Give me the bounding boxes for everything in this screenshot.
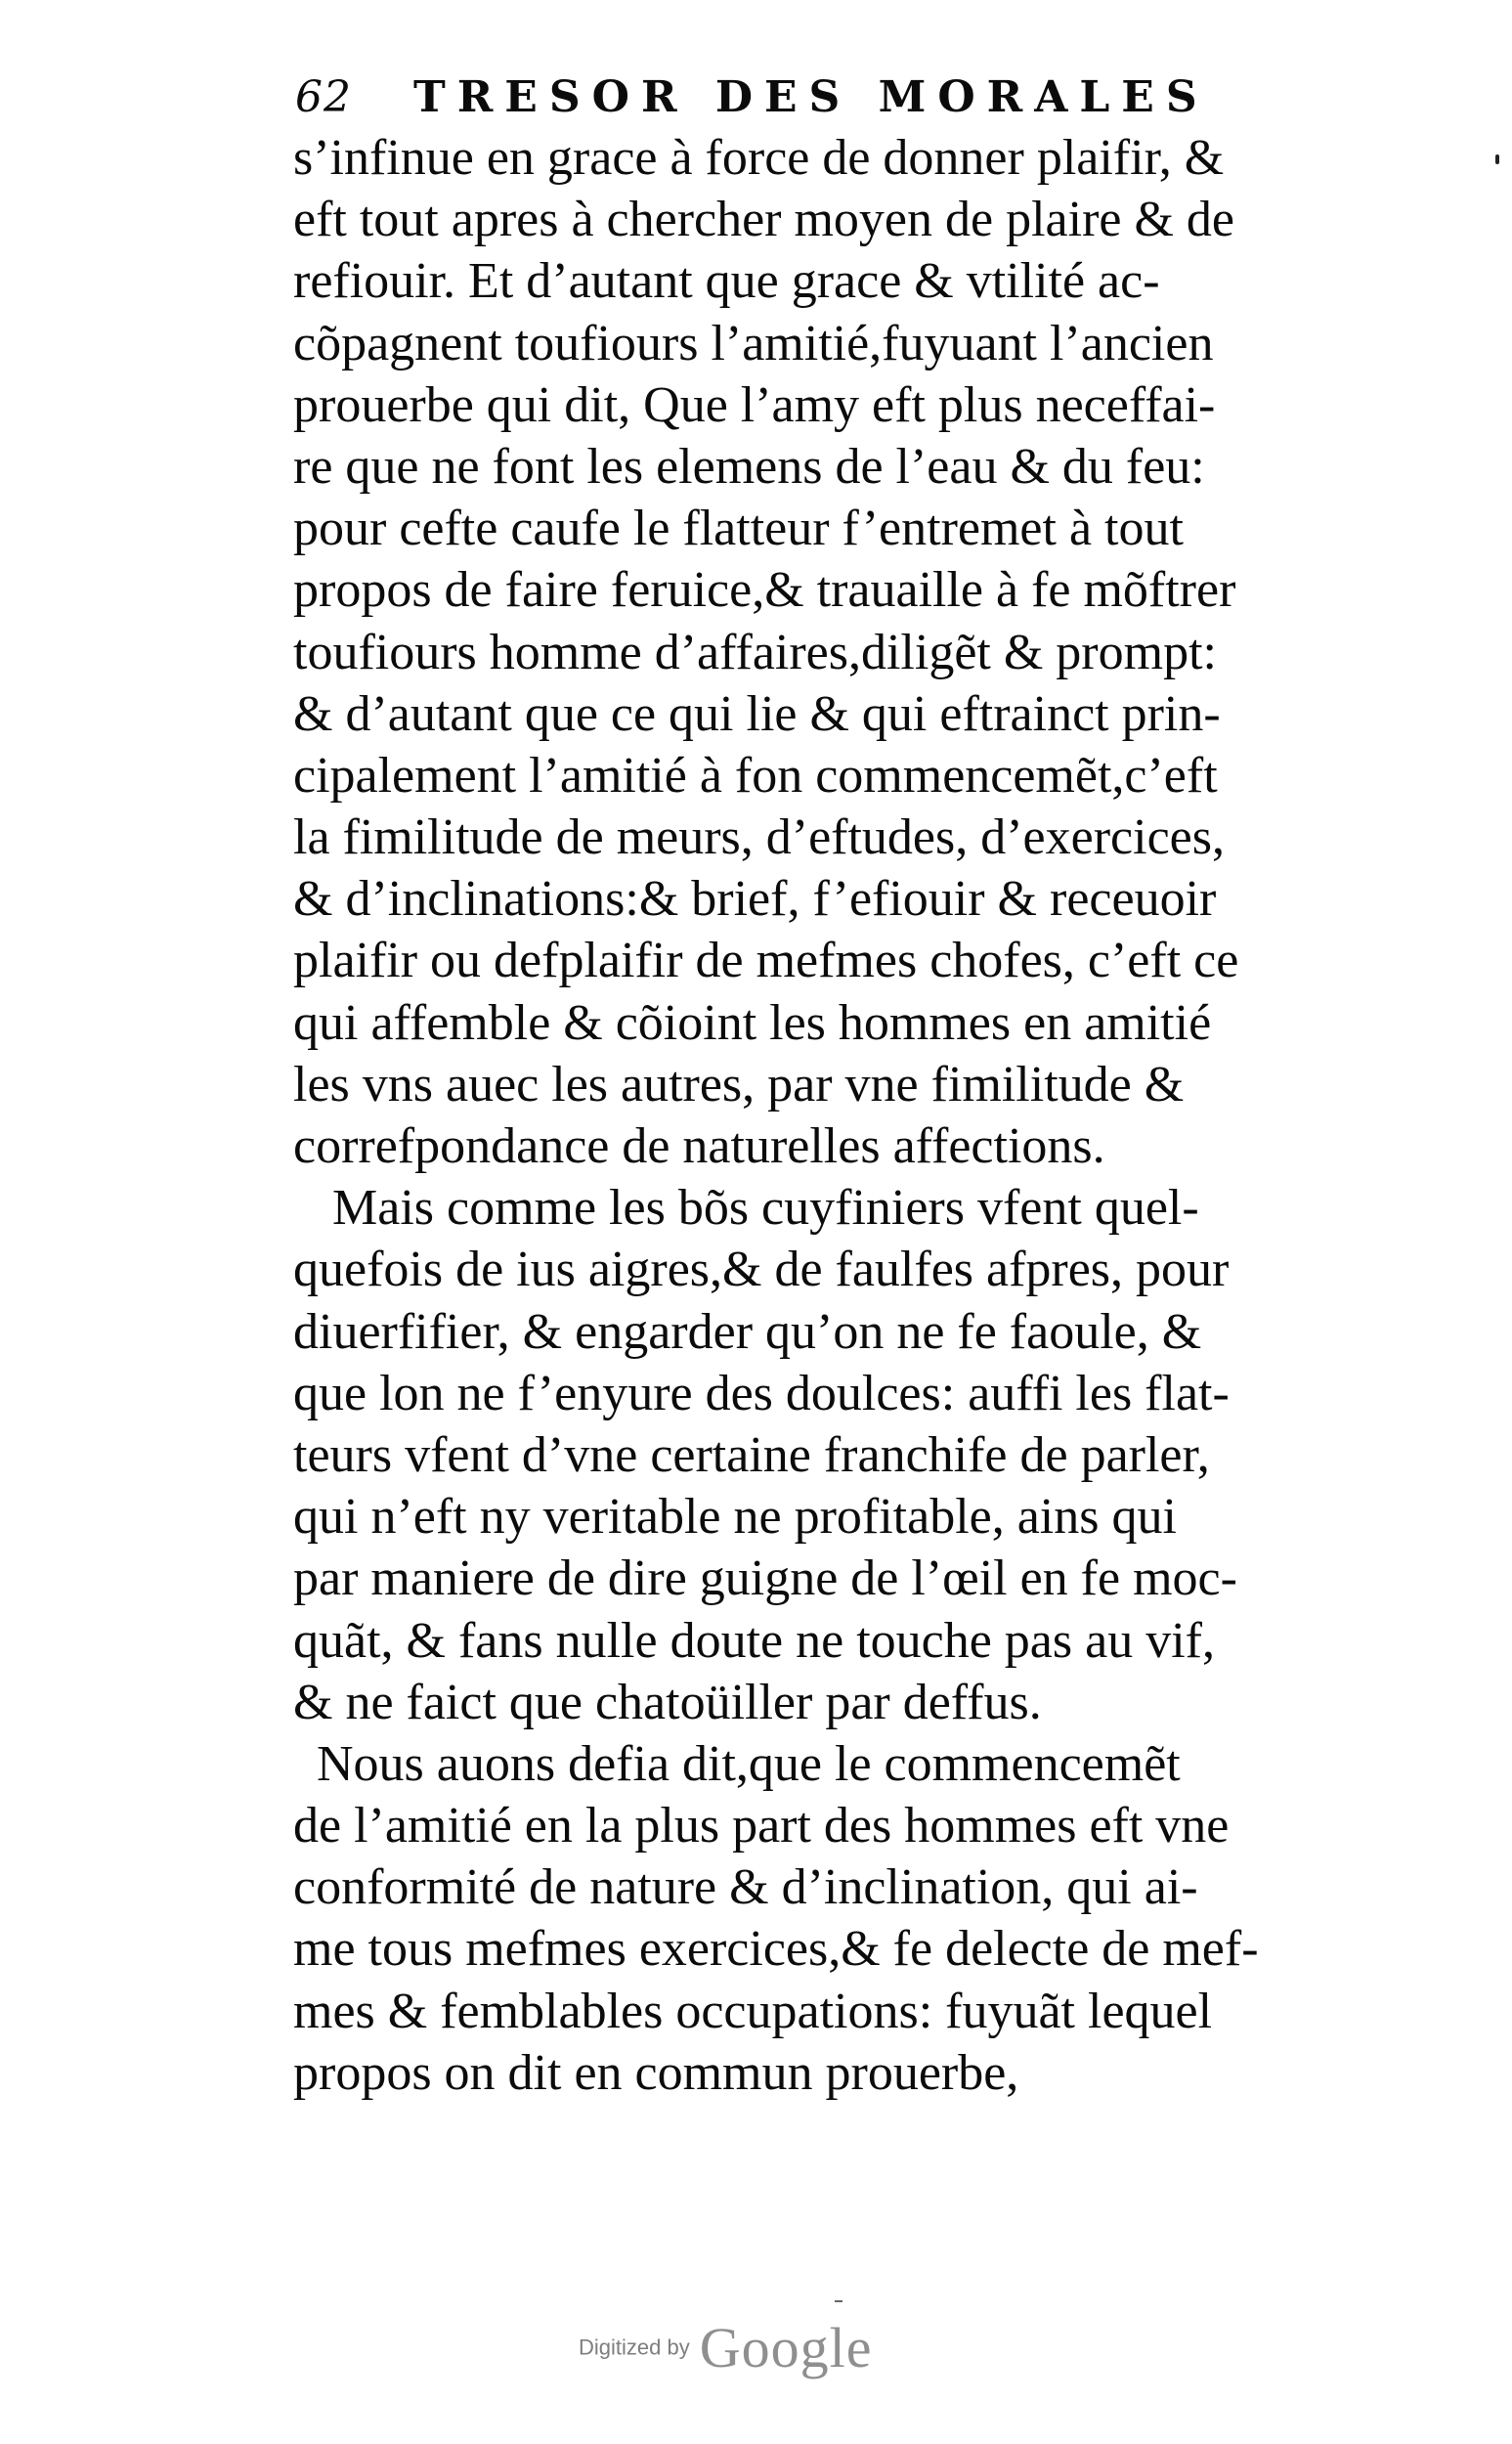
text-line: cipalement l’amitié à fon commencemẽt,c’eft (293, 747, 1218, 804)
text-line: s’infinue en grace à force de donner plaifir, & (293, 130, 1225, 186)
text-line: & d’inclinations:& brief, f’efiouir & receuoir (293, 871, 1217, 928)
text-line: & d’autant que ce qui lie & qui eftrainct prin- (293, 685, 1221, 742)
text-line: quãt, & fans nulle doute ne touche pas au vif, (293, 1612, 1215, 1669)
text-line: plaifir ou defplaifir de mefmes chofes, c’eft ce (293, 933, 1239, 989)
page-number: 62 (295, 72, 352, 122)
text-line: eft tout apres à chercher moyen de plaire & de (293, 192, 1234, 248)
paragraph-start-line: Mais comme les bõs cuyfiniers vfent quel- (332, 1180, 1199, 1237)
text-line: les vns auec les autres, par vne fimilitude & (293, 1056, 1185, 1113)
text-line: refiouir. Et d’autant que grace & vtilité ac- (293, 253, 1160, 310)
text-line: correfpondance de naturelles affections. (293, 1118, 1105, 1174)
text-line: prouerbe qui dit, Que l’amy eft plus neceffai- (293, 376, 1216, 433)
google-logo: Google (699, 2316, 873, 2379)
text-line: teurs vfent d’vne certaine franchife de parler, (293, 1426, 1210, 1483)
paragraph-start-line: Nous auons defia dit,que le commencemẽt (317, 1735, 1181, 1792)
text-line: cõpagnent toufiours l’amitié,fuyuant l’ancien (293, 315, 1214, 371)
digitized-by-label: Digitized by (579, 2335, 690, 2360)
text-line: qui affemble & cõioint les hommes en amitié (293, 994, 1212, 1051)
body-text (293, 127, 1368, 2104)
text-line: diuerfifier, & engarder qu’on ne fe faoule, & (293, 1303, 1202, 1360)
text-line: la fimilitude de meurs, d’eftudes, d’exercices, (293, 809, 1225, 866)
footer-mark (835, 2300, 842, 2302)
text-line: propos de faire feruice,& trauaille à fe mõftrer (293, 562, 1236, 619)
text-line: de l’amitié en la plus part des hommes eft vne (293, 1798, 1230, 1855)
text-line: & ne faict que chatoüiller par deffus. (293, 1674, 1042, 1730)
text-line: pour cefte caufe le flatteur f’entremet à tout (293, 501, 1184, 557)
ink-speck (1495, 154, 1499, 164)
text-line: me tous mefmes exercices,& fe delecte de mef- (293, 1921, 1259, 1978)
text-line: conformité de nature & d’inclination, qui ai- (293, 1859, 1198, 1916)
text-line: mes & femblables occupations: fuyuãt lequel (293, 1983, 1213, 2039)
running-head (295, 68, 1209, 127)
text-line: quefois de ius aigres,& de faulfes afpres, pour (293, 1242, 1230, 1298)
text-line: toufiours homme d’affaires,diligẽt & prompt: (293, 624, 1217, 680)
text-line: propos on dit en commun prouerbe, (293, 2044, 1019, 2101)
text-line: re que ne font les elemens de l’eau & du feu: (293, 438, 1205, 495)
text-line: que lon ne f’enyure des doulces: auffi les flat- (293, 1365, 1230, 1421)
digitized-watermark (579, 2315, 872, 2380)
text-line: qui n’eft ny veritable ne profitable, ains qui (293, 1489, 1177, 1546)
text-line: par maniere de dire guigne de l’œil en fe moc- (293, 1550, 1237, 1607)
running-title: TRESOR DES MORALES (413, 72, 1209, 122)
